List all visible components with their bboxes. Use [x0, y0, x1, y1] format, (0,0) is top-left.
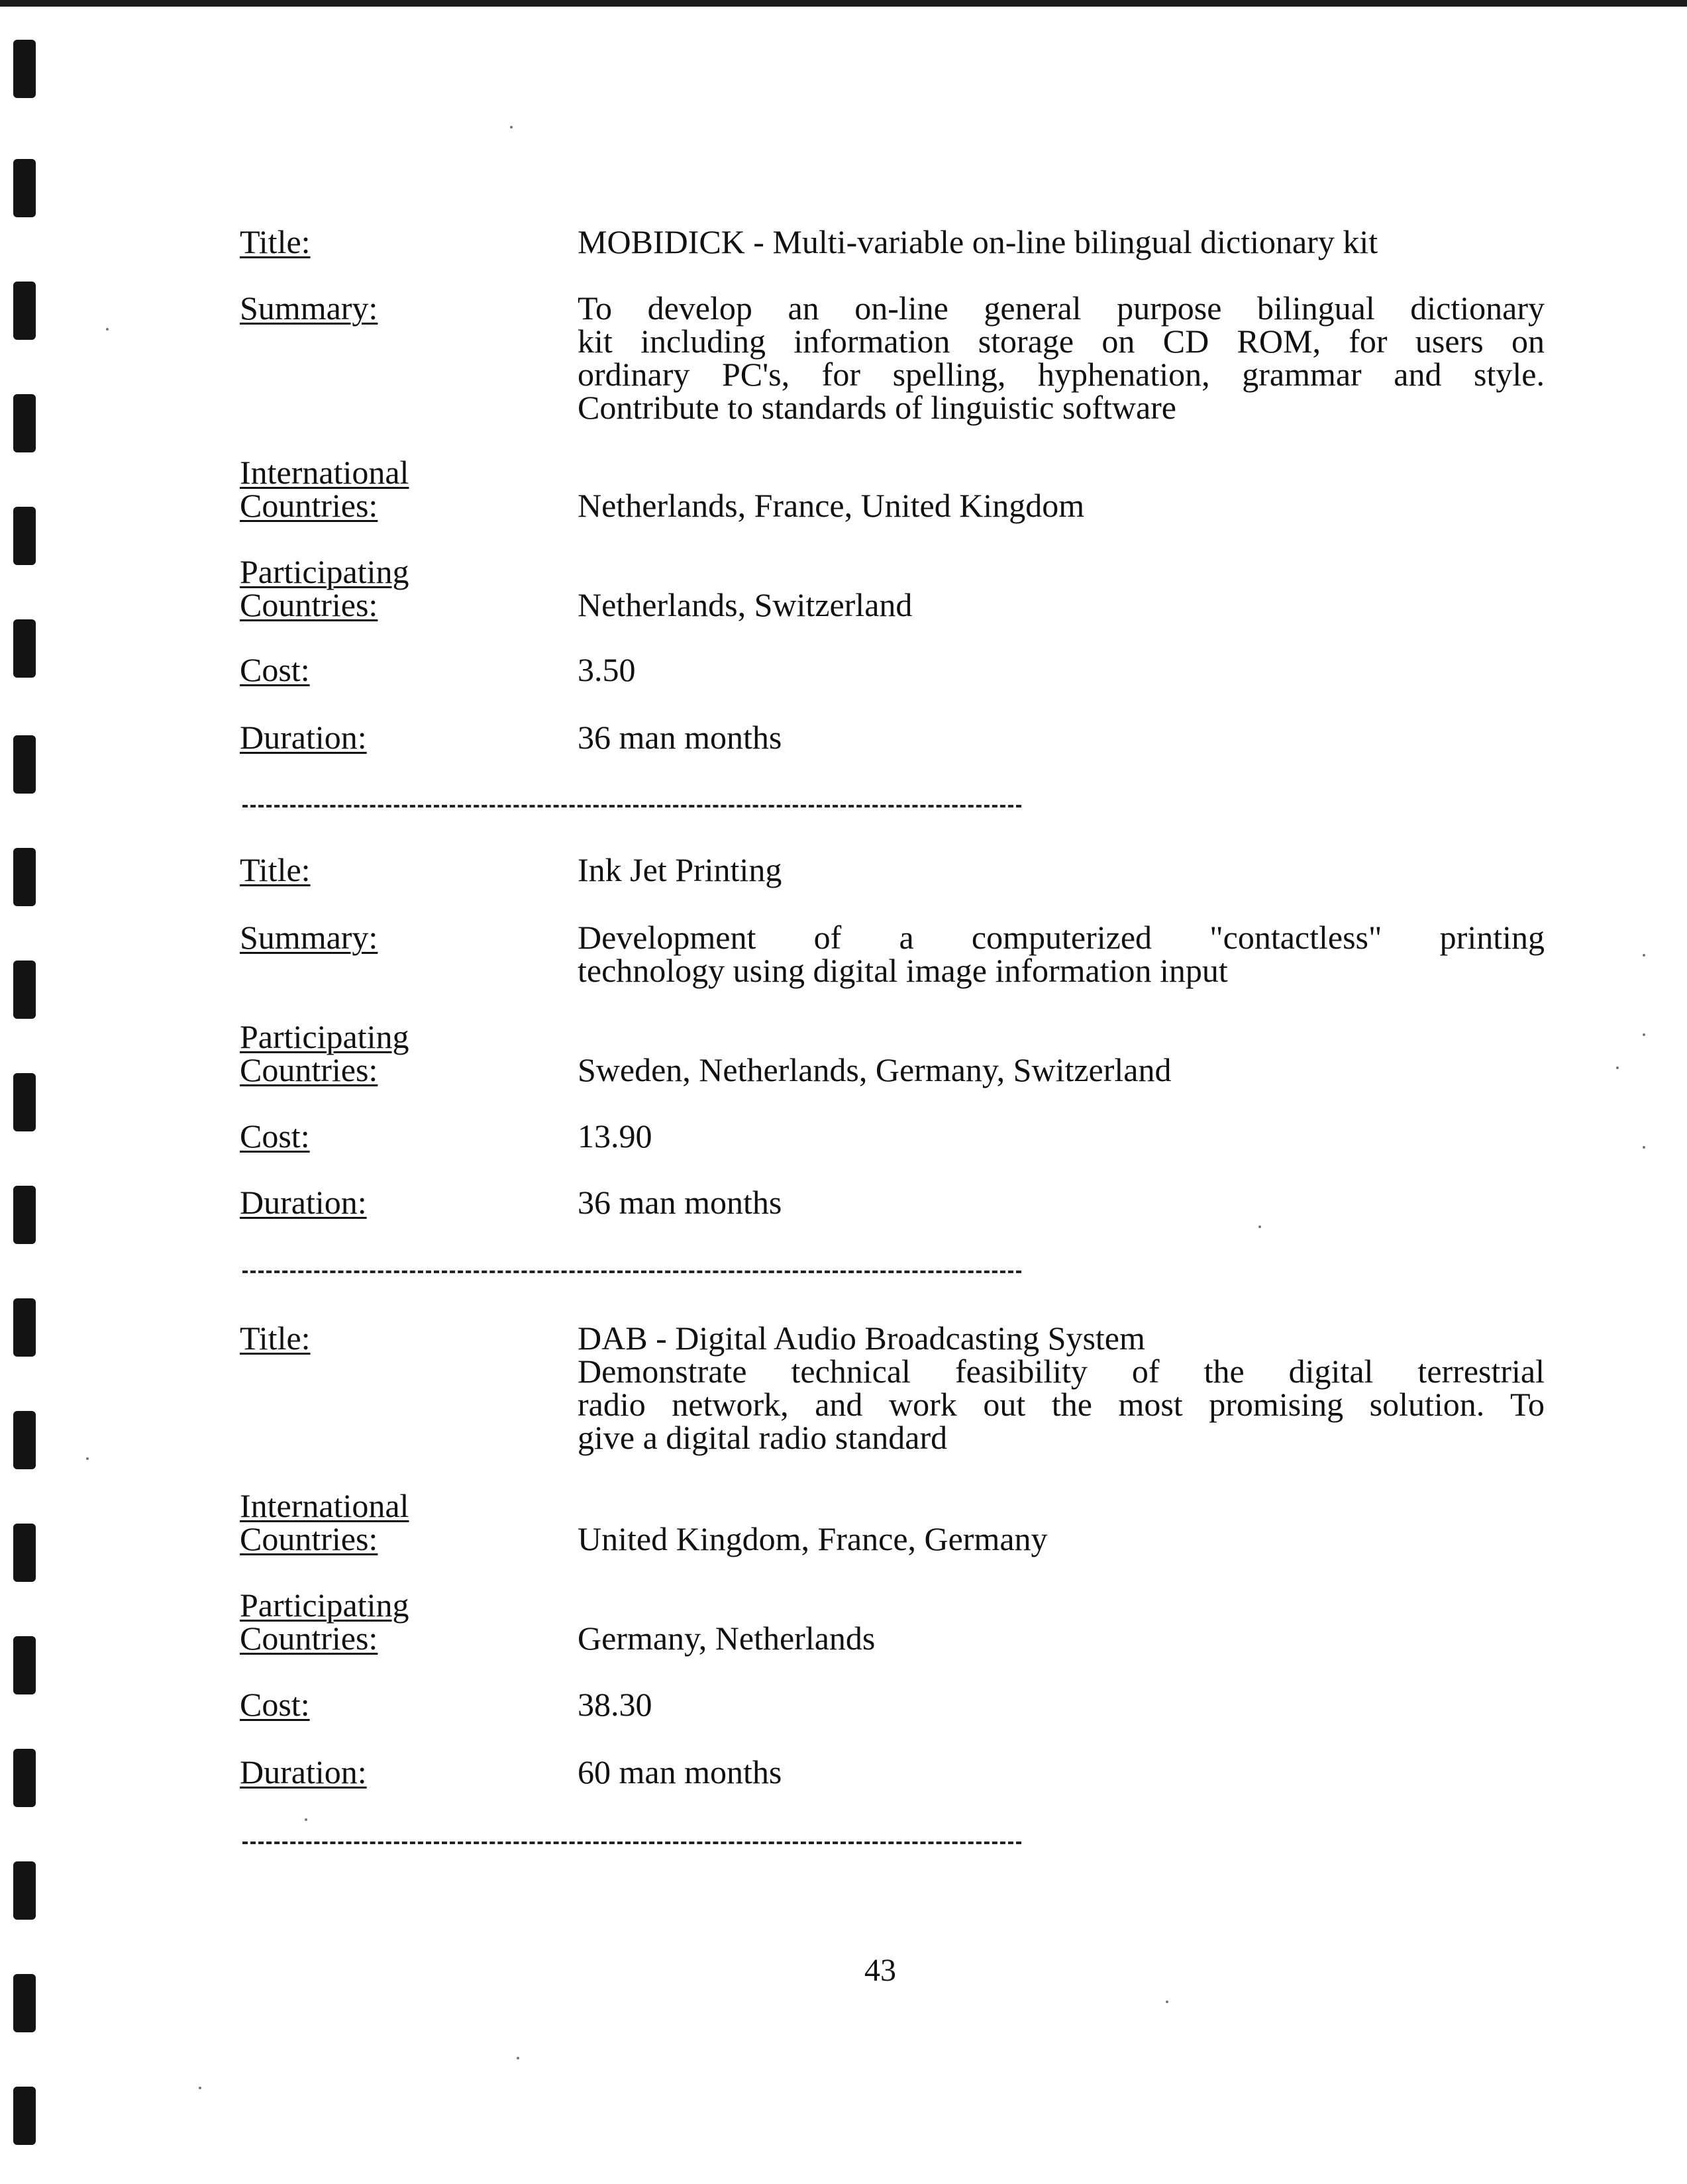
summary-label: Summary:	[240, 919, 378, 956]
section-divider	[242, 1271, 1021, 1273]
binding-hole	[13, 159, 36, 217]
scan-speck	[1643, 1033, 1645, 1036]
duration-value: 60 man months	[578, 1753, 782, 1791]
binding-hole	[13, 1411, 36, 1469]
project-title: Ink Jet Printing	[578, 851, 782, 888]
binding-hole	[13, 619, 36, 678]
binding-hole	[13, 1636, 36, 1694]
project-summary	[578, 921, 1545, 987]
duration-label: Duration:	[240, 1753, 367, 1791]
binding-hole	[13, 1974, 36, 2032]
duration-value: 36 man months	[578, 1184, 782, 1221]
summary-line: Development of a computerized "contactless" printing	[578, 919, 1545, 956]
summary-line: radio network, and work out the most promising solution. To	[578, 1386, 1545, 1423]
scan-speck	[1166, 2001, 1168, 2003]
participating-countries-value: Sweden, Netherlands, Germany, Switzerland	[578, 1051, 1172, 1088]
binding-hole	[13, 1073, 36, 1131]
scan-speck	[199, 2087, 201, 2089]
label-line: Countries:	[240, 1620, 378, 1657]
summary-line: Contribute to standards of linguistic software	[578, 389, 1177, 426]
binding-hole	[13, 1186, 36, 1244]
binding-hole	[13, 961, 36, 1019]
participating-countries-label	[240, 1020, 409, 1086]
participating-countries-label	[240, 1588, 409, 1655]
label-line: Participating	[240, 1586, 409, 1624]
duration-value: 36 man months	[578, 719, 782, 756]
project-title: DAB - Digital Audio Broadcasting System	[578, 1320, 1145, 1357]
duration-label: Duration:	[240, 719, 367, 756]
binding-hole	[13, 2087, 36, 2145]
label-line: Countries:	[240, 487, 378, 524]
participating-countries-value: Netherlands, Switzerland	[578, 586, 913, 623]
binding-hole	[13, 1524, 36, 1582]
binding-hole	[13, 40, 36, 98]
scan-speck	[1643, 954, 1645, 957]
international-countries-value: United Kingdom, France, Germany	[578, 1520, 1048, 1557]
scan-speck	[86, 1457, 89, 1460]
binding-hole	[13, 1298, 36, 1357]
scan-speck	[510, 126, 513, 129]
section-divider	[242, 805, 1021, 807]
title-label: Title:	[240, 851, 311, 888]
cost-value: 13.90	[578, 1118, 652, 1155]
summary-line: give a digital radio standard	[578, 1419, 948, 1456]
project-summary	[578, 291, 1545, 424]
label-line: Countries:	[240, 1520, 378, 1557]
top-edge-rule	[0, 0, 1687, 7]
scan-speck	[1258, 1225, 1261, 1228]
label-line: Countries:	[240, 1051, 378, 1088]
scan-speck	[305, 1818, 307, 1821]
scan-speck	[1616, 1066, 1619, 1069]
label-line: International	[240, 1487, 409, 1524]
scan-speck	[1643, 1146, 1645, 1149]
project-title: MOBIDICK - Multi-variable on-line bilingual dictionary kit	[578, 223, 1378, 260]
international-countries-label	[240, 1489, 409, 1555]
binding-hole	[13, 735, 36, 794]
cost-label: Cost:	[240, 1118, 310, 1155]
binding-hole	[13, 1861, 36, 1920]
cost-value: 38.30	[578, 1686, 652, 1723]
summary-line: ordinary PC's, for spelling, hyphenation, grammar and style.	[578, 356, 1545, 393]
summary-label: Summary:	[240, 289, 378, 327]
duration-label: Duration:	[240, 1184, 367, 1221]
binding-hole	[13, 394, 36, 452]
label-line: International	[240, 454, 409, 491]
participating-countries-value: Germany, Netherlands	[578, 1620, 876, 1657]
binding-hole	[13, 1749, 36, 1807]
label-line: Participating	[240, 553, 409, 590]
binding-hole	[13, 848, 36, 906]
label-line: Countries:	[240, 586, 378, 623]
section-divider	[242, 1842, 1021, 1844]
summary-line: technology using digital image information input	[578, 952, 1228, 989]
summary-line: Demonstrate technical feasibility of the digital terrestrial	[578, 1353, 1545, 1390]
label-line: Participating	[240, 1018, 409, 1055]
cost-value: 3.50	[578, 651, 636, 688]
binding-hole	[13, 282, 36, 340]
binding-hole	[13, 507, 36, 565]
page-number: 43	[864, 1953, 896, 1988]
summary-line: kit including information storage on CD ROM, for users on	[578, 323, 1545, 360]
participating-countries-label	[240, 555, 409, 621]
cost-label: Cost:	[240, 1686, 310, 1723]
scan-speck	[517, 2057, 519, 2059]
project-summary	[578, 1355, 1545, 1454]
summary-line: To develop an on-line general purpose bilingual dictionary	[578, 289, 1545, 327]
scan-speck	[106, 328, 109, 331]
international-countries-label	[240, 456, 409, 522]
cost-label: Cost:	[240, 651, 310, 688]
international-countries-value: Netherlands, France, United Kingdom	[578, 487, 1085, 524]
title-label: Title:	[240, 1320, 311, 1357]
title-label: Title:	[240, 223, 311, 260]
